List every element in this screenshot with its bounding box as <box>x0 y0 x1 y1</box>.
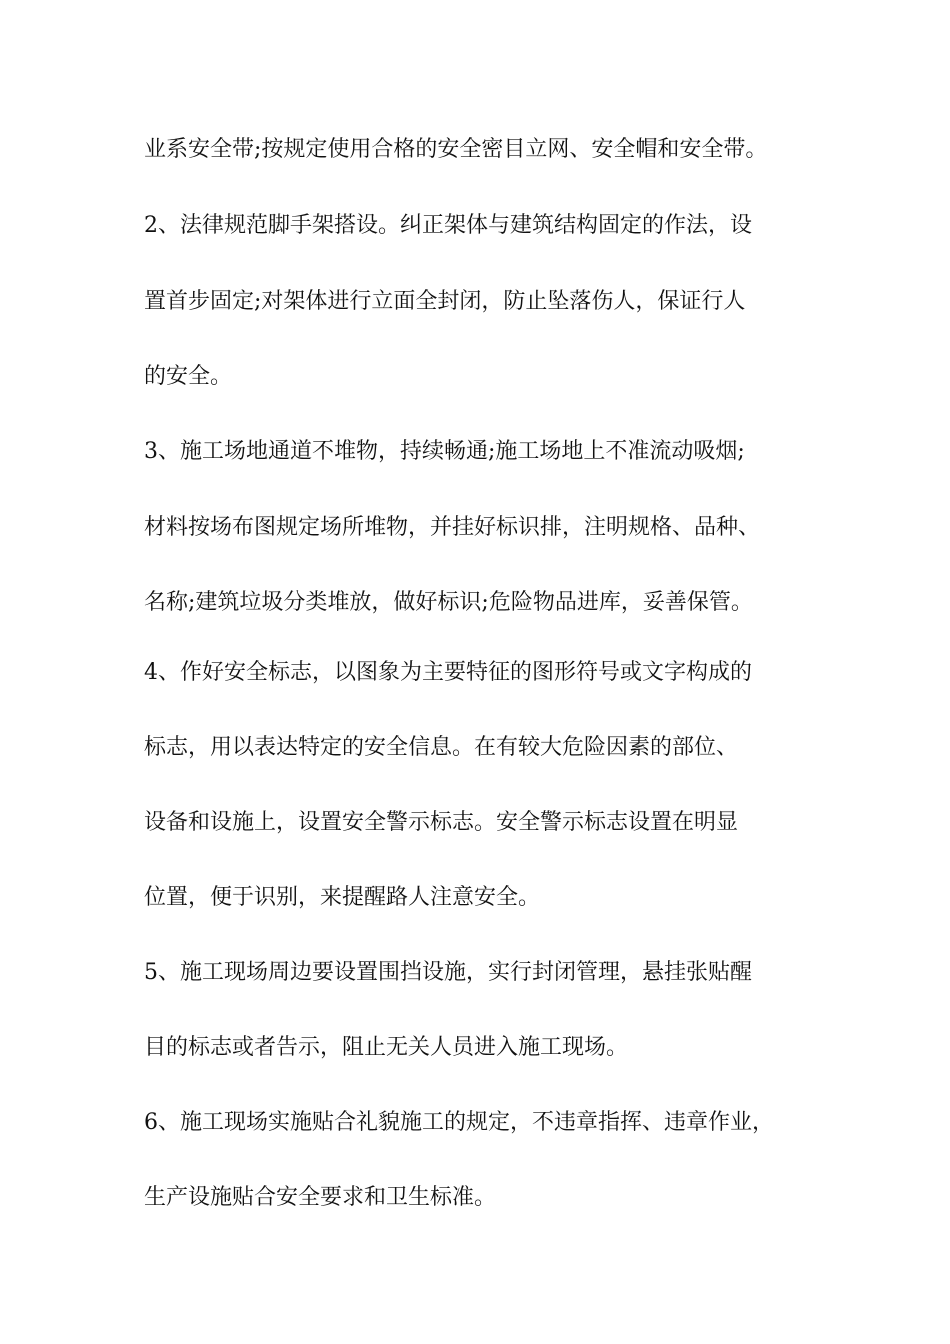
text-line: 标志，用以表达特定的安全信息。在有较大危险因素的部位、 <box>144 735 739 760</box>
text-line: 位置，便于识别，来提醒路人注意安全。 <box>144 885 541 910</box>
text-line: 设备和设施上，设置安全警示标志。安全警示标志设置在明显 <box>144 810 739 835</box>
text-line: 目的标志或者告示，阻止无关人员进入施工现场。 <box>144 1035 629 1060</box>
text-line: 材料按场布图规定场所堆物，并挂好标识排，注明规格、品种、 <box>144 515 761 540</box>
text-line: 业系安全带;按规定使用合格的安全密目立网、安全帽和安全带。 <box>144 137 768 162</box>
text-line: 3、施工场地通道不堆物，持续畅通;施工场地上不准流动吸烟; <box>144 439 745 464</box>
text-line: 的安全。 <box>144 364 233 389</box>
text-line: 置首步固定;对架体进行立面全封闭，防止坠落伤人，保证行人 <box>144 289 746 314</box>
text-line: 5、施工现场周边要设置围挡设施，实行封闭管理，悬挂张贴醒 <box>144 960 752 985</box>
text-line: 2、法律规范脚手架搭设。纠正架体与建筑结构固定的作法，设 <box>144 213 752 238</box>
text-line: 生产设施贴合安全要求和卫生标准。 <box>144 1185 497 1210</box>
text-line: 名称;建筑垃圾分类堆放，做好标识;危险物品进库，妥善保管。 <box>144 590 753 615</box>
text-line: 6、施工现场实施贴合礼貌施工的规定，不违章指挥、违章作业， <box>144 1110 774 1135</box>
text-line: 4、作好安全标志，以图象为主要特征的图形符号或文字构成的 <box>144 660 752 685</box>
